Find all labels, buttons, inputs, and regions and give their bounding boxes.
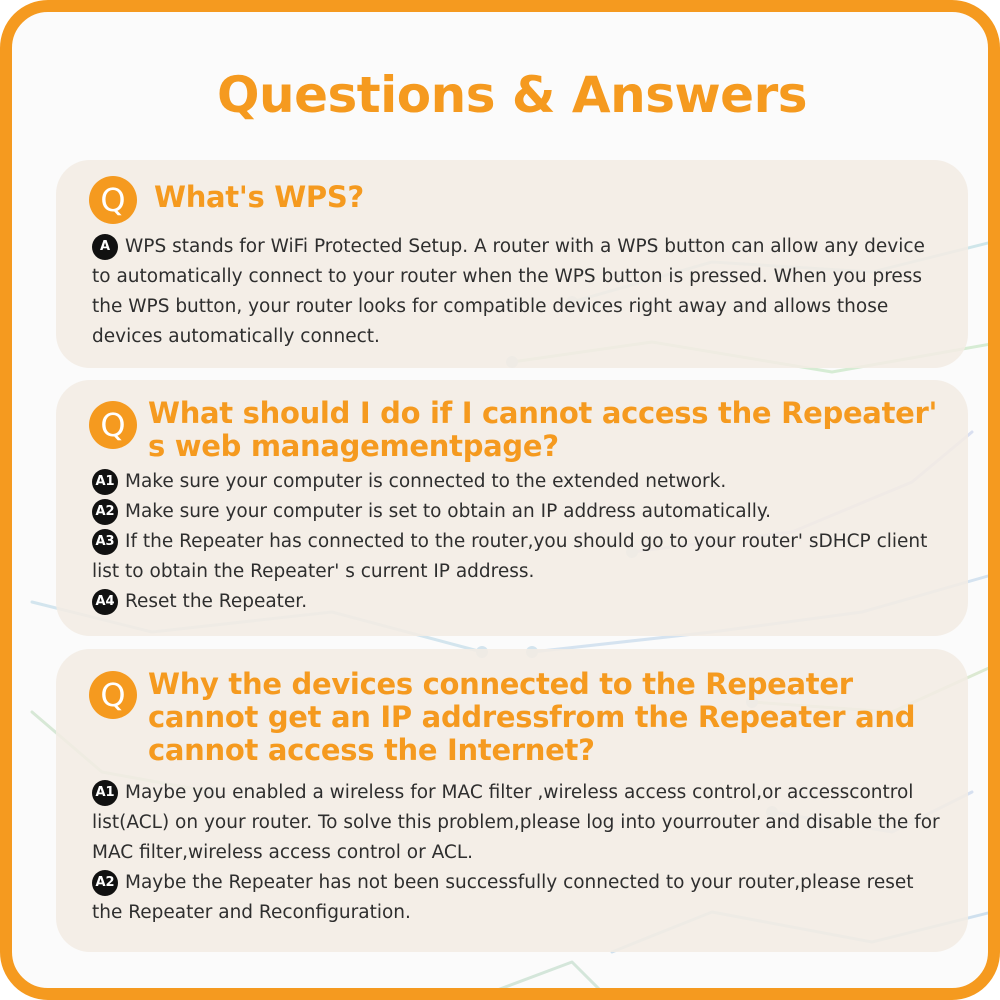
faq-card-ip-address <box>56 649 968 952</box>
question-circle-icon: Q <box>89 671 137 719</box>
answer-circle-icon: A3 <box>92 529 118 555</box>
answer-item <box>92 587 942 617</box>
answer-text: Reset the Repeater. <box>125 591 308 612</box>
answer-text: Make sure your computer is set to obtain an IP address automatically. <box>125 501 772 522</box>
answer-text: Maybe the Repeater has not been successfully connected to your router,please reset the Repeater and Reconfiguration. <box>92 872 914 923</box>
answer-block <box>92 467 942 617</box>
answer-text: Maybe you enabled a wireless for MAC filter ,wireless access control,or accesscontrol list(ACL) on your router. To solve this problem,please log into yourrouter and disable the for MAC filter,wireless access control or ACL. <box>92 782 940 863</box>
question-title: Why the devices connected to the Repeater cannot get an IP addressfrom the Repeater and cannot access the Internet? <box>148 667 916 767</box>
question-title: What should I do if I cannot access the Repeater' s web managementpage? <box>148 396 938 463</box>
faq-card-wps <box>56 160 968 368</box>
answer-block <box>92 232 942 352</box>
answer-text: Make sure your computer is connected to the extended network. <box>125 471 727 492</box>
answer-item <box>92 778 942 868</box>
answer-item <box>92 467 942 497</box>
question-circle-icon: Q <box>89 176 137 224</box>
answer-block <box>92 778 942 928</box>
page-title: Questions & Answers <box>216 66 807 124</box>
question-circle-icon: Q <box>89 401 137 449</box>
question-title: What's WPS? <box>154 180 364 214</box>
answer-item <box>92 868 942 928</box>
faq-card-web-management <box>56 380 968 636</box>
answer-circle-icon: A1 <box>92 469 118 495</box>
answer-item <box>92 527 942 587</box>
answer-circle-icon: A <box>92 234 118 260</box>
answer-item <box>92 497 942 527</box>
answer-circle-icon: A1 <box>92 780 118 806</box>
answer-circle-icon: A4 <box>92 589 118 615</box>
answer-item <box>92 232 942 352</box>
answer-circle-icon: A2 <box>92 499 118 525</box>
answer-text: If the Repeater has connected to the router,you should go to your router' sDHCP client list to obtain the Repeater' s current IP address. <box>92 531 928 582</box>
answer-text: WPS stands for WiFi Protected Setup. A router with a WPS button can allow any device to automatically connect to your router when the WPS button is pressed. When you press the WPS button, your router looks for compatible devices right away and allows those devices automatically connect. <box>92 236 925 347</box>
answer-circle-icon: A2 <box>92 870 118 896</box>
